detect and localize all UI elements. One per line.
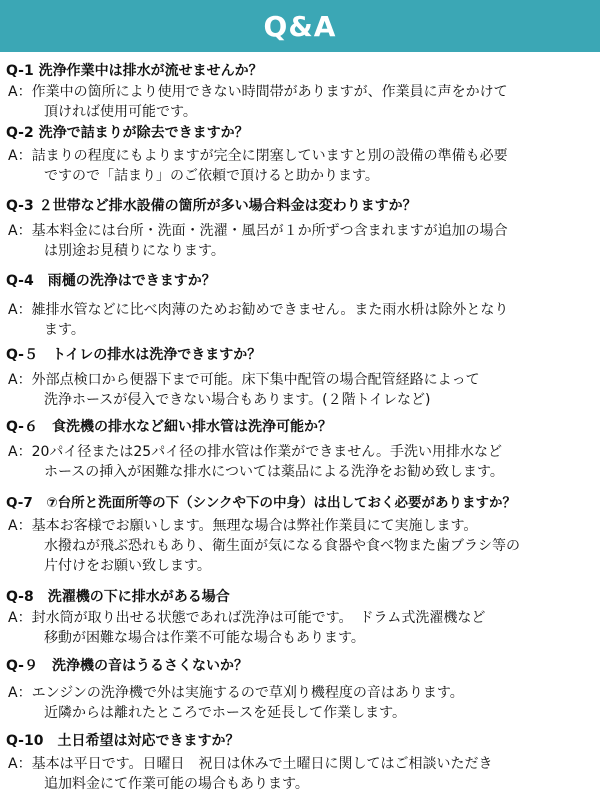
answer-9: [8, 683, 464, 723]
answer-2: [8, 146, 508, 186]
answer-9-line-2: 近隣からは離れたところでホースを延長して作業します。: [44, 705, 407, 721]
answer-10-line-1: A：基本は平日です。日曜日 祝日は休みで土曜日に関してはご相談いただき: [8, 756, 493, 772]
answer-9-line-1: A：エンジンの洗浄機で外は実施するので草刈り機程度の音はあります。: [8, 685, 464, 701]
page-title: Q&A: [263, 9, 337, 43]
question-7: Q-7 ⑦台所と洗面所等の下（シンクや下の中身）は出しておく必要がありますか？: [6, 495, 517, 511]
answer-2-line-1: A：詰まりの程度にもよりますが完全に閉塞していますと別の設備の準備も必要: [8, 148, 508, 164]
answer-3-line-1: A：基本料金には台所・洗面・洗濯・風呂が１か所ずつ含まれますが追加の場合: [8, 223, 508, 239]
answer-8-line-2: 移動が困難な場合は作業不可能な場合もあります。: [44, 630, 365, 646]
answer-3: [8, 221, 508, 261]
answer-5-line-2: 洗浄ホースが侵入できない場合もあります。(２階トイレなど): [44, 392, 431, 408]
answer-7-line-1: A：基本お客様でお願いします。無理な場合は弊社作業員にて実施します。: [8, 518, 478, 534]
question-10: Q-10 土日希望は対応できますか？: [6, 733, 240, 749]
answer-10-line-2: 追加料金にて作業可能の場合もあります。: [44, 776, 309, 792]
question-2: Q-2 洗浄で詰まりが除去できますか？: [6, 125, 249, 141]
question-1: Q-1 洗浄作業中は排水が流せませんか？: [6, 63, 263, 79]
answer-1: [8, 82, 508, 122]
question-6: Q-６ 食洗機の排水など細い排水管は洗浄可能か？: [6, 419, 332, 435]
answer-2-line-2: ですので「詰まり」のご依頼で頂けると助かります。: [44, 168, 379, 184]
question-8: Q-8 洗濯機の下に排水がある場合: [6, 589, 230, 605]
answer-6: [8, 442, 504, 482]
answer-7: [8, 516, 520, 576]
question-4: Q-4 雨樋の洗浄はできますか？: [6, 273, 216, 289]
answer-10: [8, 754, 492, 794]
answer-6-line-2: ホースの挿入が困難な排水については薬品による洗浄をお勧め致します。: [44, 464, 504, 480]
answer-4-line-1: A：雑排水管などに比べ肉薄のためお勧めできません。また雨水枡は除外となり: [8, 302, 509, 318]
answer-4-line-2: ます。: [44, 322, 85, 338]
answer-5-line-1: A：外部点検口から便器下まで可能。床下集中配管の場合配管経路によって: [8, 372, 480, 388]
qa-header: [0, 0, 600, 52]
answer-7-line-3: 片付けをお願い致します。: [44, 558, 211, 574]
answer-5: [8, 370, 480, 410]
answer-8: [8, 608, 485, 648]
answer-3-line-2: は別途お見積りになります。: [44, 243, 225, 259]
answer-7-line-2: 水撥ねが飛ぶ恐れもあり、衛生面が気になる食器や食べ物また歯ブラシ等の: [44, 538, 520, 554]
answer-8-line-1: A：封水筒が取り出せる状態であれば洗浄は可能です。 ドラム式洗濯機など: [8, 610, 486, 626]
answer-4: [8, 300, 508, 340]
answer-1-line-1: A：作業中の箇所により使用できない時間帯がありますが、作業員に声をかけて: [8, 84, 508, 100]
answer-6-line-1: A：20パイ径または25パイ径の排水管は作業ができません。手洗い用排水など: [8, 444, 503, 460]
answer-1-line-2: 頂ければ使用可能です。: [44, 104, 197, 120]
question-9: Q-９ 洗浄機の音はうるさくないか？: [6, 658, 248, 674]
question-3: Q-3 ２世帯など排水設備の箇所が多い場合料金は変わりますか？: [6, 198, 417, 214]
question-5: Q-５ トイレの排水は洗浄できますか？: [6, 347, 262, 363]
